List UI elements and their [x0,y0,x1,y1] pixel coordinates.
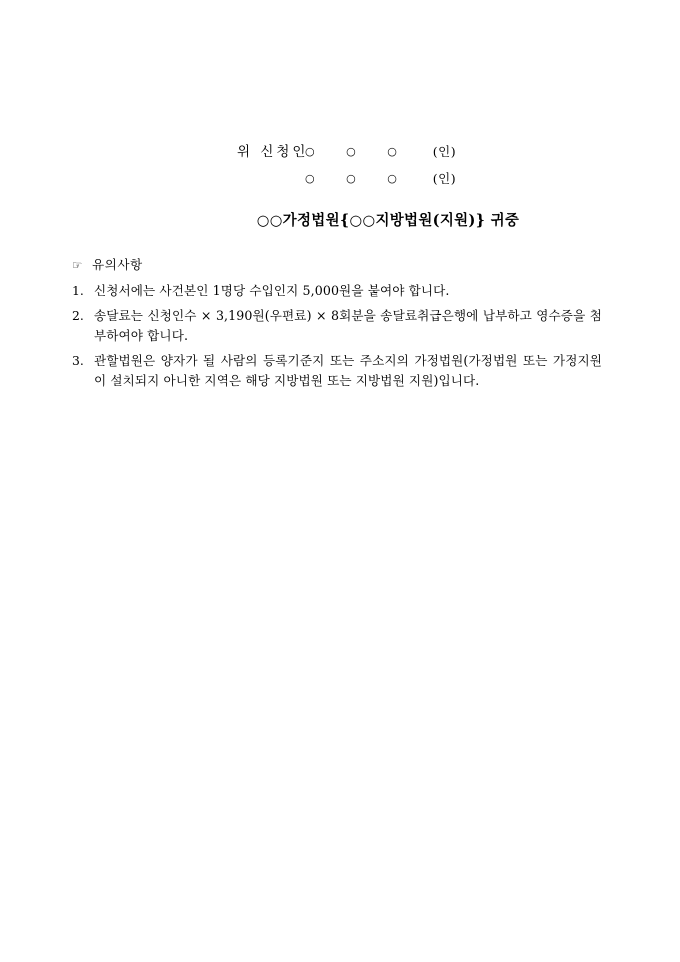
signature-circles: ○ ○ ○ [305,145,411,158]
note-text: 송달료는 신청인수 × 3,190원(우편료) × 8회분을 송달료취급은행에 납부하고 영수증을 첨부하여야 합니다. [94,307,602,344]
list-item [72,351,602,392]
seal-mark-second: (인) [432,171,457,186]
notes-section [72,255,602,391]
pointer-hand-icon: ☞ [72,258,83,272]
note-number: 1. [72,283,84,299]
signature-block [0,140,680,187]
notes-heading [72,255,602,275]
list-item [72,281,602,301]
notes-title-label: 유의사항 [92,257,143,272]
list-item [72,306,602,347]
note-number: 2. [72,307,84,323]
court-addressee-line: ○○가정법원{○○지방법원(지원)} 귀중 [256,212,520,229]
applicant-label: 위 신청인 [237,144,309,160]
note-text: 관할법원은 양자가 될 사람의 등록기준지 또는 주소지의 가정법원(가정법원 또는 가정지원이 설치되지 아니한 지역은 해당 지방법원 또는 지방법원 지원)입니다. [94,352,602,388]
signature-line-applicant [0,140,680,160]
seal-mark: (인) [432,144,457,159]
signature-circles-second: ○ ○ ○ [305,172,411,185]
note-text: 신청서에는 사건본인 1명당 수입인지 5,000원을 붙여야 합니다. [94,283,450,299]
note-number: 3. [72,352,84,368]
signature-line-second [0,169,680,187]
